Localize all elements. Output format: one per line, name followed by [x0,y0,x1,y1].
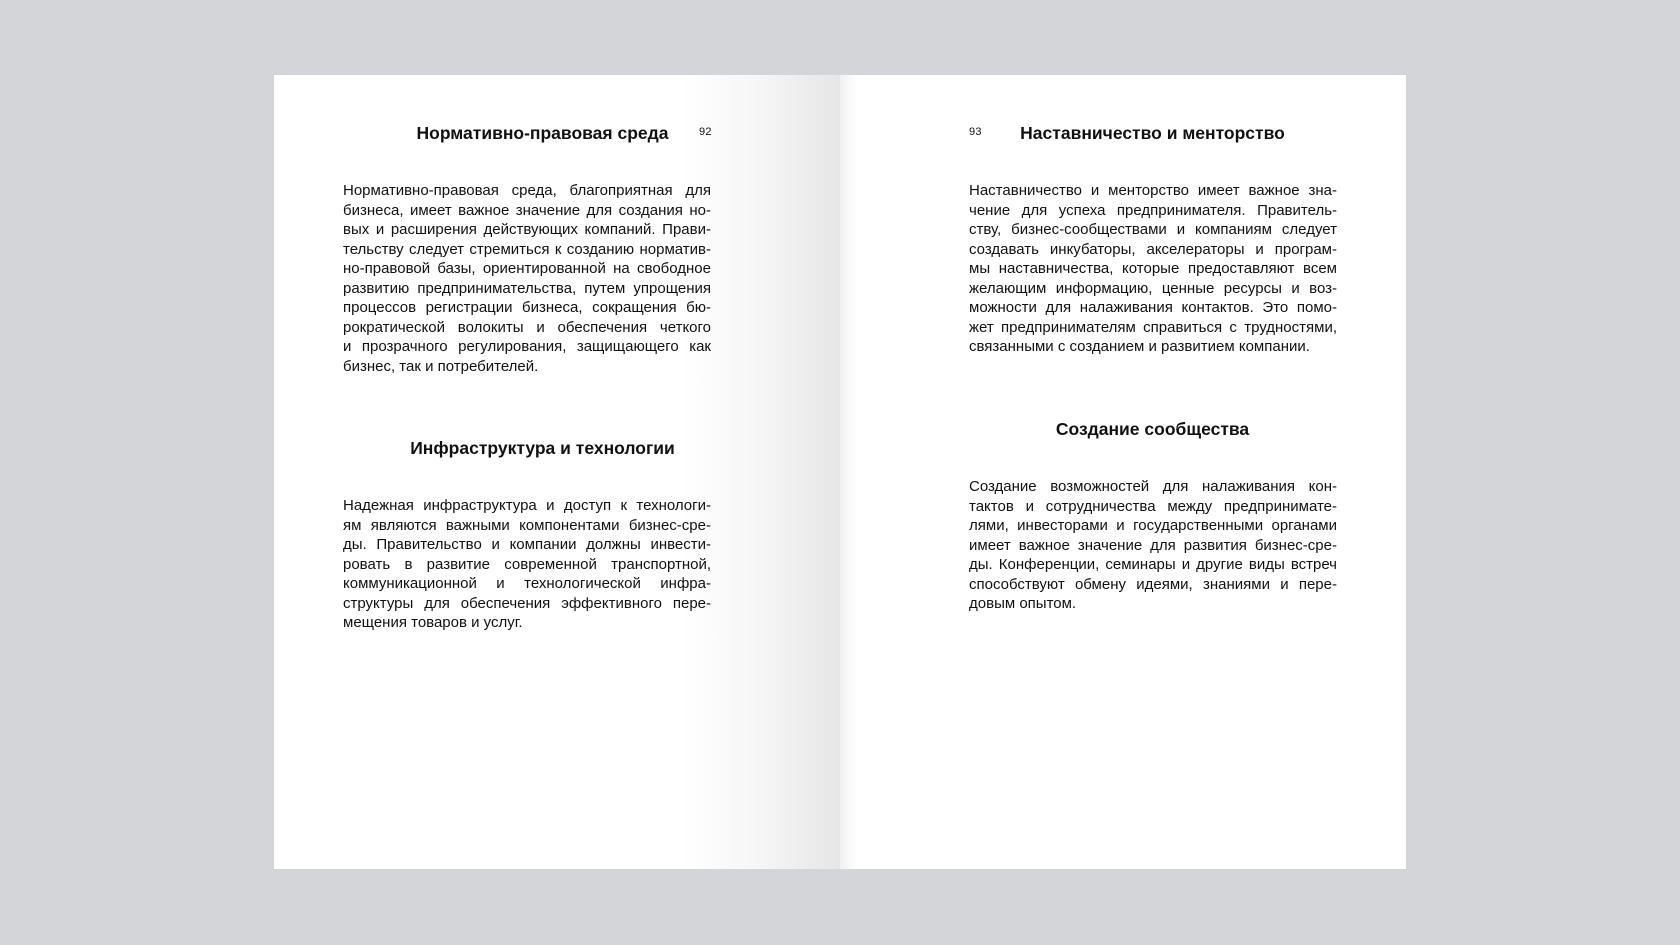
text-line: связанными с созданием и развитием компании. [969,338,1310,355]
text-line: и прозрачного регулирования, защищающего как [343,338,711,355]
text-line: рократической волокиты и обеспечения четкого [343,318,711,336]
section-body-legal-environment [343,181,711,376]
section-body-community [969,477,1337,614]
text-line: Нормативно-правовая среда, благоприятная для [343,182,711,199]
section-body-mentorship [969,181,1337,357]
section-heading-community: Создание сообщества [1055,419,1250,439]
text-line: довым опытом. [969,595,1077,612]
text-line: бизнес, так и потребителей. [343,357,539,375]
text-line: мещения товаров и услуг. [343,614,523,631]
text-line: структуры для обеспечения эффективного пере- [343,594,711,612]
section-heading-mentorship: Наставничество и менторство [1020,123,1285,143]
text-line: ды. Правительство и компании должны инвести- [343,536,711,553]
text-line: желающим информацию, ценные ресурсы и воз- [969,279,1337,297]
text-line: тельству следует стремиться к созданию норматив- [343,240,711,258]
page-number-right: 93 [969,126,982,138]
section-heading-legal-environment: Нормативно-правовая среда [416,123,669,143]
text-line: жет предпринимателям справиться с трудностями, [969,318,1337,336]
text-line: ству, бизнес-сообществами и компаниям следует [969,221,1337,238]
text-line: развитию предпринимательства, путем упрощения [343,279,711,297]
book-spread [274,75,1406,869]
text-line: ровать в развитие современной транспортной, [343,555,711,573]
text-line: имеет важное значение для развития бизнес-сре- [969,536,1337,554]
right-page [840,75,1406,869]
page-number-left: 92 [699,126,712,138]
text-line: лями, инвесторами и государственными органами [969,517,1337,534]
text-line: создавать инкубаторы, акселераторы и програм- [969,240,1337,258]
text-line: ды. Конференции, семинары и другие виды встреч [969,556,1337,573]
text-line: ям являются важными компонентами бизнес-сре- [343,516,711,534]
text-line: Наставничество и менторство имеет важное зна- [969,182,1337,199]
text-line: процессов регистрации бизнеса, сокращения бю- [343,299,711,316]
text-line: чение для успеха предпринимателя. Правитель- [969,201,1337,219]
text-line: мы наставничества, которые предоставляют всем [969,260,1337,277]
section-body-infrastructure [343,496,711,633]
text-line: коммуникационной и технологической инфра- [343,575,711,592]
text-line: но-правовой базы, ориентированной на свободное [343,260,711,277]
text-line: тактов и сотрудничества между предпринимате- [969,497,1337,515]
text-line: Надежная инфраструктура и доступ к технологи- [343,497,711,514]
section-heading-infrastructure: Инфраструктура и технологии [410,438,675,458]
text-line: способствуют обмену идеями, знаниями и пере- [969,575,1337,593]
text-line: можности для налаживания контактов. Это помо- [969,299,1337,316]
left-page [274,75,840,869]
text-line: бизнеса, имеет важное значение для создания но- [343,201,711,219]
text-line: Создание возможностей для налаживания кон- [969,478,1337,495]
text-line: вых и расширения действующих компаний. Прави- [343,221,711,238]
